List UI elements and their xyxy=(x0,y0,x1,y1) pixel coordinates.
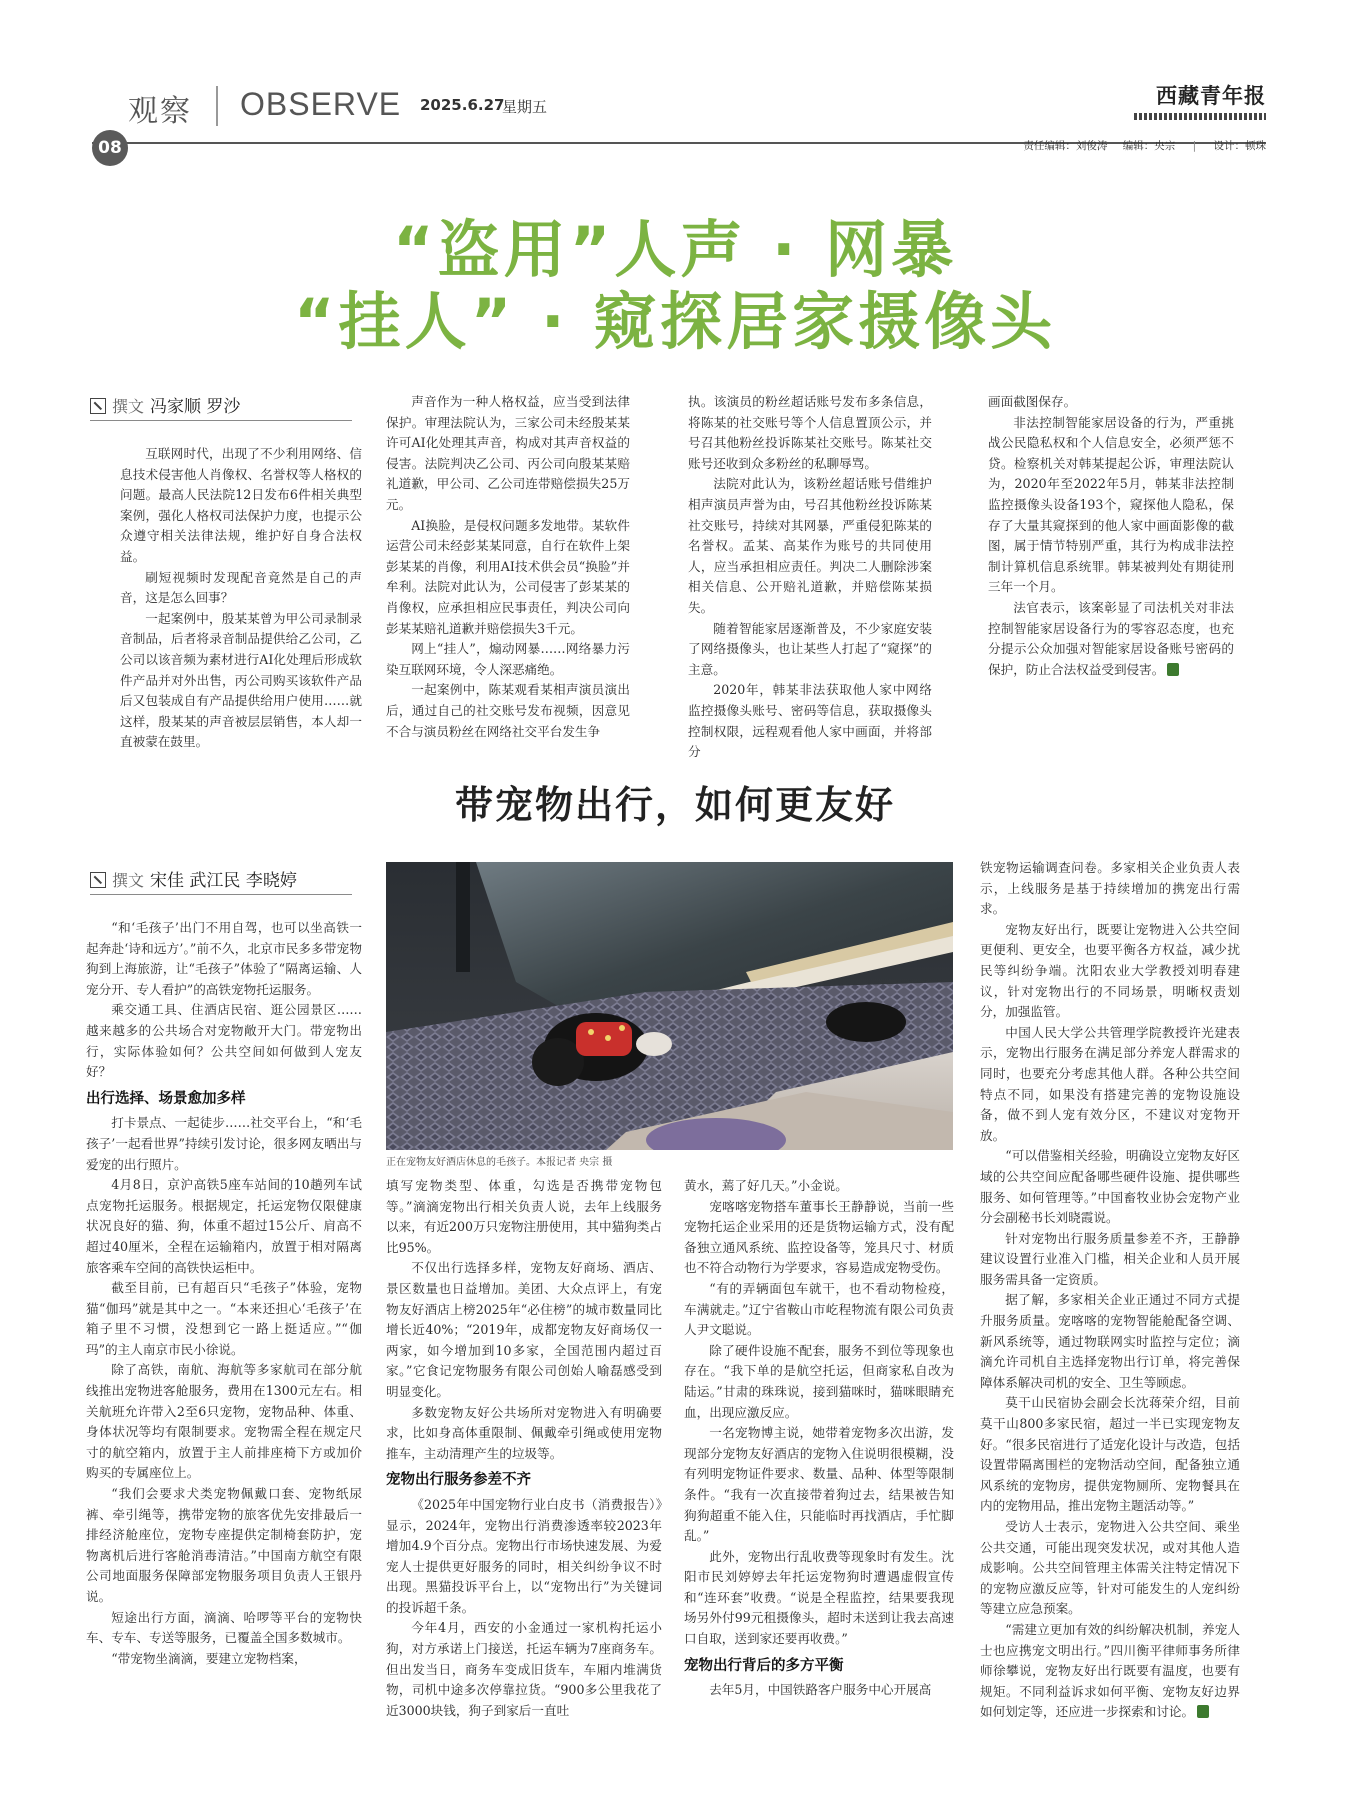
article2-column-1 xyxy=(86,918,362,1669)
paragraph-text: “需建立更加有效的纠纷解决机制，养宠人士也应携宠文明出行。”四川衡平律师事务所律师徐攀说，宠物友好出行既要有温度，也要有规矩。不同利益诉求如何平衡、宠物友好边界如何划定等，还应进一步探索和讨论。 xyxy=(980,1621,1240,1720)
logo-text: 西藏青年报 xyxy=(1156,83,1266,108)
page-number: 08 xyxy=(92,130,128,166)
photo-caption: 正在宠物友好酒店休息的毛孩子。本报记者 央宗 摄 xyxy=(386,1157,613,1168)
paragraph: 今年4月，西安的小金通过一家机构托运小狗，对方承诺上门接送，托运车辆为7座商务车。但出发当日，商务车变成旧货车，车厢内堆满货物，司机中途多次停靠拉货。“900多公里我花了近3000块钱，狗子到家后一直吐 xyxy=(386,1620,662,1718)
byline-names: 宋佳 武江民 李晓婷 xyxy=(150,871,297,891)
paragraph-text: 法官表示，该案彰显了司法机关对非法控制智能家居设备行为的零容忍态度，也充分提示公众加强对智能家居设备账号密码的保护，防止合法权益受到侵害。 xyxy=(988,599,1234,677)
paragraph: 一起案例中，陈某观看某相声演员演出后，通过自己的社交账号发布视频，因意见不合与演员粉丝在网络社交平台发生争 xyxy=(386,682,630,739)
editor-name: 刘俊涛 xyxy=(1075,140,1108,152)
issue-date: 2025.6.27 xyxy=(420,96,505,114)
paragraph: 随着智能家居逐渐普及，不少家庭安装了网络摄像头，也让某些人打起了“窥探”的主意。 xyxy=(688,620,932,677)
paragraph: 声音作为一种人格权益，应当受到法律保护。审理法院认为，三家公司未经殷某某许可AI化处理其声音，构成对其声音权益的侵害。法院判决乙公司、丙公司向殷某某赔礼道歉，甲公司、乙公司连带赔偿损失25万元。 xyxy=(386,394,630,512)
section-heading: 宠物出行服务参差不齐 xyxy=(386,1472,531,1489)
article1-byline xyxy=(90,392,240,417)
paragraph: “可以借鉴相关经验，明确设立宠物友好区域的公共空间应配备哪些硬件设施、提供哪些服务、如何管理等。”中国畜牧业协会宠物产业分会副秘书长刘晓霞说。 xyxy=(980,1148,1240,1226)
paragraph: 互联网时代，出现了不少利用网络、信息技术侵害他人肖像权、名誉权等人格权的问题。最高人民法院12日发布6件相关典型案例，强化人格权司法保护力度，也提示公众遵守相关法律法规，维护好自身合法权益。 xyxy=(120,446,362,564)
paragraph: 宠物友好出行，既要让宠物进入公共空间更便利、更安全，也要平衡各方权益，减少扰民等纠纷争端。沈阳农业大学教授刘明春建议，针对宠物出行的不同场景，明晰权责划分，加强监管。 xyxy=(980,921,1240,1020)
paragraph: 不仅出行选择多样，宠物友好商场、酒店、景区数量也日益增加。美团、大众点评上，有宠物友好酒店上榜2025年“必住榜”的城市数量同比增长近40%；“2019年，成都宠物友好商场仅一两家，如今增加到10多家，全国范围内超过百家。”它食记宠物服务有限公司创始人喻磊感受到明显变化。 xyxy=(386,1260,662,1399)
article1-column-4 xyxy=(988,392,1234,680)
article2-column-3 xyxy=(684,1176,954,1701)
credits: 责任编辑：刘俊涛 编辑：央宗 | 设计：顿珠 xyxy=(1023,140,1266,152)
article1-column-3 xyxy=(688,392,932,763)
pen-icon xyxy=(90,398,106,414)
paragraph xyxy=(988,598,1234,680)
paragraph: 打卡景点、一起徒步……社交平台上，“和‘毛孩子’一起看世界”持续引发讨论，很多网友晒出与爱宠的出行照片。 xyxy=(86,1115,362,1172)
newspaper-logo xyxy=(1134,80,1266,120)
byline-names: 冯家顺 罗沙 xyxy=(150,397,241,417)
paragraph: “和‘毛孩子’出门不用自驾，也可以坐高铁一起奔赴‘诗和远方’。”前不久，北京市民多多带宠物狗到上海旅游，让“毛孩子”体验了“隔离运输、人宠分开、专人看护”的高铁宠物托运服务。 xyxy=(86,920,362,997)
paragraph: AI换脸，是侵权问题多发地带。某软件运营公司未经彭某某同意，自行在软件上架彭某某的肖像，利用AI技术供会员“换脸”并牟利。法院对此认为，公司侵害了彭某某的肖像权，应承担相应民事责任，判决公司向彭某某赔礼道歉并赔偿损失3千元。 xyxy=(386,517,630,636)
paragraph: 非法控制智能家居设备的行为，严重挑战公民隐私权和个人信息安全，必须严惩不贷。检察机关对韩某提起公诉，审理法院认为，2020年至2022年5月，韩某非法控制监控摄像头设备193个，窥探他人隐私，保存了大量其窥探到的他人家中画面影像的截图，属于情节特别严重，其行为构成非法控制计算机信息系统罪。韩某被判处有期徒刑三年一个月。 xyxy=(988,414,1234,595)
paragraph: “我们会要求犬类宠物佩戴口套、宠物纸尿裤、牵引绳等，携带宠物的旅客优先安排最后一排经济舱座位，宠物专座提供定制椅套防护，宠物离机后进行客舱消毒清洁。”中国南方航空有限公司地面服务保障部宠物服务项目负责人王银丹说。 xyxy=(86,1486,362,1604)
article1-headline-line2: “挂人” · 窥探居家摄像头 xyxy=(293,285,1057,358)
section-title-cn: 观察 xyxy=(128,94,192,129)
paragraph: 多数宠物友好公共场所对宠物进入有明确要求，比如身高体重限制、佩戴牵引绳或使用宠物推车，主动清理产生的垃圾等。 xyxy=(386,1404,662,1461)
end-mark-icon xyxy=(1197,1705,1209,1718)
paragraph: 执。该演员的粉丝超话账号发布多条信息，将陈某的社交账号等个人信息置顶公示，并号召其他粉丝投诉陈某社交账号。陈某社交账号还收到众多粉丝的私聊辱骂。 xyxy=(688,394,932,471)
pen-icon xyxy=(90,872,106,888)
article2-column-2 xyxy=(386,1176,662,1721)
article2-byline xyxy=(90,866,297,891)
issue-weekday: 星期五 xyxy=(502,98,548,116)
byline-label: 撰文 xyxy=(112,871,145,890)
section-heading: 出行选择、场景愈加多样 xyxy=(86,1090,246,1107)
article1-headline-line1: “盗用”人声 · 网暴 xyxy=(392,213,958,286)
editor2-label: 编辑： xyxy=(1122,140,1155,152)
section-title-en: OBSERVE xyxy=(240,86,402,122)
paragraph: 填写宠物类型、体重，勾选是否携带宠物包等。”滴滴宠物出行相关负责人说，去年上线服务以来，有近200万只宠物注册使用，其中猫狗类占比95%。 xyxy=(386,1178,662,1255)
photo-illustration xyxy=(386,862,953,1150)
paragraph: 画面截图保存。 xyxy=(988,394,1077,409)
design-label: 设计： xyxy=(1213,140,1245,152)
section-divider xyxy=(216,86,218,126)
byline-rule xyxy=(90,894,352,895)
editor2-name: 央宗 xyxy=(1154,140,1176,152)
article2-column-4 xyxy=(980,858,1240,1723)
paragraph: 一起案例中，殷某某曾为甲公司录制录音制品，后者将录音制品提供给乙公司，乙公司以该音频为素材进行AI化处理后形成软件产品并对外出售，丙公司购买该软件产品后又包装成自有产品提供给用户使用……就这样，殷某某的声音被层层销售，本人却一直被蒙在鼓里。 xyxy=(120,610,362,750)
paragraph: 除了硬件设施不配套，服务不到位等现象也存在。“我下单的是航空托运，但商家私自改为陆运。”甘肃的珠珠说，接到猫咪时，猫咪眼睛充血，出现应激反应。 xyxy=(684,1342,954,1420)
paragraph: 中国人民大学公共管理学院教授许光建表示，宠物出行服务在满足部分养宠人群需求的同时，也要充分考虑其他人群。各种公共空间特点不同，如果没有搭建完善的宠物设施设备，做不到人宠有效分区，不建议对宠物开放。 xyxy=(980,1024,1240,1143)
byline-label: 撰文 xyxy=(112,397,145,416)
article2-headline: 带宠物出行，如何更友好 xyxy=(454,782,895,827)
paragraph: 受访人士表示，宠物进入公共空间、乘坐公共交通，可能出现突发状况，或对其他人造成影响。公共空间管理主体需关注特定情况下的宠物应激反应等，针对可能发生的人宠纠纷等建立应急预案。 xyxy=(980,1519,1240,1617)
paragraph: 《2025年中国宠物行业白皮书（消费报告）》显示，2024年，宠物出行消费渗透率较2023年增加4.9个百分点。宠物出行市场快速发展、为爱宠人士提供更好服务的同时，相关纠纷争议不时出现。黑猫投诉平台上，以“宠物出行”为关键词的投诉超千条。 xyxy=(386,1496,662,1615)
design-name: 顿珠 xyxy=(1245,140,1266,152)
paragraph: 针对宠物出行服务质量参差不齐，王静静建议设置行业准入门槛，相关企业和人员开展服务需具备一定资质。 xyxy=(980,1230,1240,1287)
paragraph: 铁宠物运输调查问卷。多家相关企业负责人表示，上线服务是基于持续增加的携宠出行需求。 xyxy=(980,860,1240,917)
article1-column-2 xyxy=(386,392,630,742)
photo-pet-hotel xyxy=(386,862,953,1150)
paragraph: 网上“挂人”，煽动网暴……网络暴力污染互联网环境，令人深恶痛绝。 xyxy=(386,641,630,677)
article1-column-1 xyxy=(120,444,362,753)
paragraph: 此外，宠物出行乱收费等现象时有发生。沈阳市民刘婷婷去年托运宠物狗时遭遇虚假宣传和“连环套”收费。“说是全程监控，结果要我现场另外付99元租摄像头，超时未送到让我去高速口自取，送到家还要再收费。” xyxy=(684,1548,954,1647)
paragraph: 黄水，蔫了好几天。”小金说。 xyxy=(684,1178,848,1193)
paragraph: 刷短视频时发现配音竟然是自己的声音，这是怎么回事？ xyxy=(120,569,362,606)
section-heading: 宠物出行背后的多方平衡 xyxy=(684,1657,844,1674)
paragraph: 4月8日，京沪高铁5座车站间的10趟列车试点宠物托运服务。根据规定，托运宠物仅限健康状况良好的猫、狗，体重不超过15公斤、肩高不超过40厘米，全程在运输箱内，放置于相对隔离旅客乘车空间的高铁快运柜中。 xyxy=(86,1177,362,1275)
paragraph: 宠喀喀宠物搭车董事长王静静说，当前一些宠物托运企业采用的还是货物运输方式，没有配备独立通风系统、监控设备等，笼具尺寸、材质也不符合动物行为学要求，容易造成宠物受伤。 xyxy=(684,1198,954,1276)
paragraph: 截至目前，已有超百只“毛孩子”体验，宠物猫“伽玛”就是其中之一。“本来还担心‘毛孩子’在箱子里不习惯，没想到它一路上挺适应。”“伽玛”的主人南京市民小徐说。 xyxy=(86,1280,362,1357)
paragraph: 去年5月，中国铁路客户服务中心开展高 xyxy=(709,1682,932,1698)
paragraph: 除了高铁，南航、海航等多家航司在部分航线推出宠物进客舱服务，费用在1300元左右。相关航班允许带入2至6只宠物，宠物品种、体重、身体状况等均有限制要求。宠物需全程在规定尺寸的航空箱内，放置于主人前排座椅下方或加价购买的专属座位上。 xyxy=(86,1362,362,1481)
paragraph: 短途出行方面，滴滴、哈啰等平台的宠物快车、专车、专送等服务，已覆盖全国多数城市。 xyxy=(86,1609,362,1646)
paragraph: 莫干山民宿协会副会长沈蒋荣介绍，目前莫干山800多家民宿，超过一半已实现宠物友好。“很多民宿进行了适宠化设计与改造，包括设置带隔离围栏的宠物活动空间，配备独立通风系统的宠物房，提供宠物厕所、宠物餐具在内的宠物用品，推出宠物主题活动等。” xyxy=(980,1395,1240,1514)
paragraph: “有的弄辆面包车就干，也不看动物检疫，车满就走。”辽宁省鞍山市屹程物流有限公司负责人尹文聪说。 xyxy=(684,1280,954,1338)
paragraph: “带宠物坐滴滴，要建立宠物档案， xyxy=(111,1650,307,1666)
paragraph xyxy=(980,1620,1240,1723)
editor-label: 责任编辑： xyxy=(1023,140,1076,152)
paragraph: 2020年，韩某非法获取他人家中网络监控摄像头账号、密码等信息，获取摄像头控制权限，远程观看他人家中画面，并将部分 xyxy=(688,682,932,760)
paragraph: 据了解，多家相关企业正通过不同方式提升服务质量。宠喀喀的宠物智能舱配备空调、新风系统等，通过物联网实时监控与定位；滴滴允许司机自主选择宠物出行订单，将完善保障体系解决司机的安全、卫生等顾虑。 xyxy=(980,1292,1240,1390)
logo-tibetan-script xyxy=(1134,113,1266,120)
byline-rule xyxy=(90,420,352,421)
paragraph: 乘交通工具、住酒店民宿、逛公园景区……越来越多的公共场合对宠物敞开大门。带宠物出行，实际体验如何？公共空间如何做到人宠友好？ xyxy=(86,1002,362,1080)
paragraph: 法院对此认为，该粉丝超话账号借维护相声演员声誉为由，号召其他粉丝投诉陈某社交账号，持续对其网暴，严重侵犯陈某的名誉权。孟某、高某作为账号的共同使用人，应当承担相应责任。判决二人删除涉案相关信息、公开赔礼道歉，并赔偿陈某损失。 xyxy=(688,476,932,615)
paragraph: 一名宠物博主说，她带着宠物多次出游，发现部分宠物友好酒店的宠物入住说明很模糊，没有列明宠物证件要求、数量、品种、体型等限制条件。“我有一次直接带着狗过去，结果被告知狗狗超重不能入住，只能临时再找酒店，手忙脚乱。” xyxy=(684,1425,954,1544)
end-mark-icon xyxy=(1167,663,1179,676)
